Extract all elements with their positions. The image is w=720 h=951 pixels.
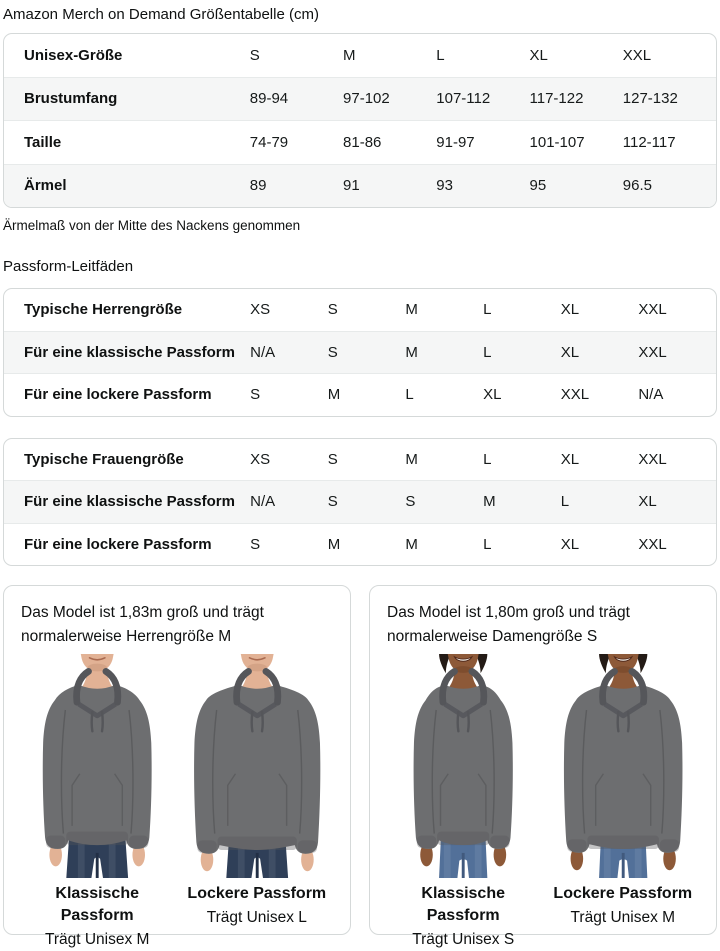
- size-value-cell: N/A: [250, 343, 276, 361]
- size-value-cell: XXL: [638, 301, 667, 319]
- figures-row: [19, 654, 335, 951]
- size-column-header: XL: [529, 46, 548, 64]
- size-value-cell: N/A: [638, 386, 664, 404]
- female-model-card: [369, 585, 717, 948]
- table-row: [4, 439, 716, 481]
- size-value-cell: 93: [436, 177, 453, 195]
- female-model-loose-hoodie-photo: [545, 654, 701, 878]
- table-row: [4, 373, 716, 416]
- size-value-cell: S: [250, 535, 261, 553]
- size-value-cell: M: [405, 301, 418, 319]
- model-figure: [385, 654, 541, 951]
- size-value-cell: L: [483, 301, 492, 319]
- size-value-cell: XS: [250, 301, 271, 319]
- size-column-header: M: [343, 46, 356, 64]
- fit-tables-container: [3, 288, 717, 566]
- size-value-cell: S: [250, 386, 261, 404]
- size-value-cell: 91: [343, 177, 360, 195]
- row-label: Taille: [24, 133, 62, 151]
- size-value-cell: L: [405, 386, 414, 404]
- page-title: Amazon Merch on Demand Größentabelle (cm): [3, 6, 319, 23]
- size-value-cell: M: [483, 493, 496, 511]
- wears-size-label: Trägt Unisex L: [206, 909, 307, 926]
- size-value-cell: XS: [250, 450, 271, 468]
- model-cards: [3, 585, 717, 948]
- table-row: [4, 289, 716, 331]
- size-value-cell: XL: [560, 535, 580, 553]
- row-label: Für eine lockere Passform: [24, 535, 212, 553]
- size-value-cell: M: [327, 386, 341, 404]
- size-value-cell: 127-132: [622, 90, 678, 108]
- sleeve-note: Ärmelmaß von der Mitte des Nackens genommen: [3, 218, 301, 233]
- row-label: Für eine klassische Passform: [24, 343, 235, 361]
- size-column-header: XXL: [622, 46, 652, 64]
- size-value-cell: XL: [560, 450, 580, 468]
- table-header-row: [4, 34, 716, 77]
- wears-size-label: Trägt Unisex M: [570, 909, 676, 926]
- row-label: Typische Herrengröße: [24, 301, 183, 319]
- wears-size-label: Trägt Unisex M: [44, 931, 150, 948]
- size-value-cell: L: [483, 343, 492, 361]
- size-value-cell: L: [560, 493, 570, 511]
- row-label: Für eine klassische Passform: [24, 493, 235, 511]
- row-label: Für eine lockere Passform: [24, 386, 212, 404]
- size-value-cell: M: [405, 450, 418, 468]
- size-value-cell: M: [405, 343, 418, 361]
- fit-label: Klassische Passform: [55, 885, 139, 924]
- size-value-cell: N/A: [250, 493, 276, 511]
- size-column-header: L: [436, 46, 445, 64]
- fit-label: Lockere Passform: [553, 885, 693, 902]
- size-value-cell: 95: [529, 177, 547, 195]
- size-value-cell: S: [327, 301, 338, 319]
- male-model-loose-hoodie-photo: [179, 654, 335, 878]
- size-value-cell: S: [327, 450, 338, 468]
- fit-label: Lockere Passform: [187, 885, 327, 902]
- table-row: [4, 331, 716, 374]
- figures-row: [385, 654, 701, 951]
- female-model-classic-hoodie-photo: [385, 654, 541, 878]
- size-value-cell: 89-94: [249, 90, 289, 108]
- size-column-header: S: [249, 46, 260, 64]
- size-value-cell: 91-97: [436, 133, 475, 151]
- row-label: Unisex-Größe: [24, 46, 123, 64]
- size-table: [3, 33, 717, 208]
- size-value-cell: XL: [638, 493, 657, 511]
- womens-fit-table: [3, 438, 717, 567]
- size-value-cell: XXL: [560, 386, 590, 404]
- size-value-cell: XL: [483, 386, 502, 404]
- size-value-cell: 117-122: [529, 90, 584, 108]
- size-value-cell: 81-86: [343, 133, 382, 151]
- size-value-cell: 101-107: [529, 133, 585, 151]
- fit-label: Klassische Passform: [421, 885, 505, 924]
- size-value-cell: 96.5: [622, 177, 652, 195]
- size-value-cell: 97-102: [343, 90, 390, 108]
- model-description: Das Model ist 1,80m groß und trägt normalerweise Damengröße S: [387, 604, 630, 645]
- table-row: [4, 523, 716, 566]
- male-model-classic-hoodie-photo: [19, 654, 175, 878]
- size-value-cell: M: [327, 535, 341, 553]
- table-row: [4, 164, 716, 208]
- size-value-cell: XL: [560, 343, 580, 361]
- table-row: [4, 77, 716, 121]
- size-value-cell: 107-112: [436, 90, 491, 108]
- size-value-cell: S: [327, 493, 338, 511]
- size-value-cell: XXL: [638, 343, 667, 361]
- model-figure: [545, 654, 701, 951]
- size-value-cell: XXL: [638, 535, 667, 553]
- size-value-cell: XXL: [638, 450, 667, 468]
- size-value-cell: 112-117: [622, 133, 676, 151]
- model-figure: [179, 654, 335, 951]
- size-value-cell: 74-79: [249, 133, 289, 151]
- model-description: Das Model ist 1,83m groß und trägt normalerweise Herrengröße M: [21, 604, 264, 645]
- model-figure: [19, 654, 175, 951]
- size-value-cell: L: [483, 450, 492, 468]
- mens-fit-table: [3, 288, 717, 417]
- table-row: [4, 120, 716, 164]
- wears-size-label: Trägt Unisex S: [412, 931, 515, 948]
- size-value-cell: XL: [560, 301, 580, 319]
- size-value-cell: S: [327, 343, 338, 361]
- size-value-cell: S: [405, 493, 416, 511]
- size-value-cell: 89: [249, 177, 267, 195]
- male-model-card: [3, 585, 351, 948]
- size-value-cell: L: [483, 535, 492, 553]
- row-label: Typische Frauengröße: [24, 450, 184, 468]
- size-value-cell: M: [405, 535, 418, 553]
- table-row: [4, 480, 716, 523]
- row-label: Brustumfang: [24, 90, 118, 108]
- fit-guides-heading: Passform-Leitfäden: [3, 258, 134, 275]
- row-label: Ärmel: [24, 177, 67, 195]
